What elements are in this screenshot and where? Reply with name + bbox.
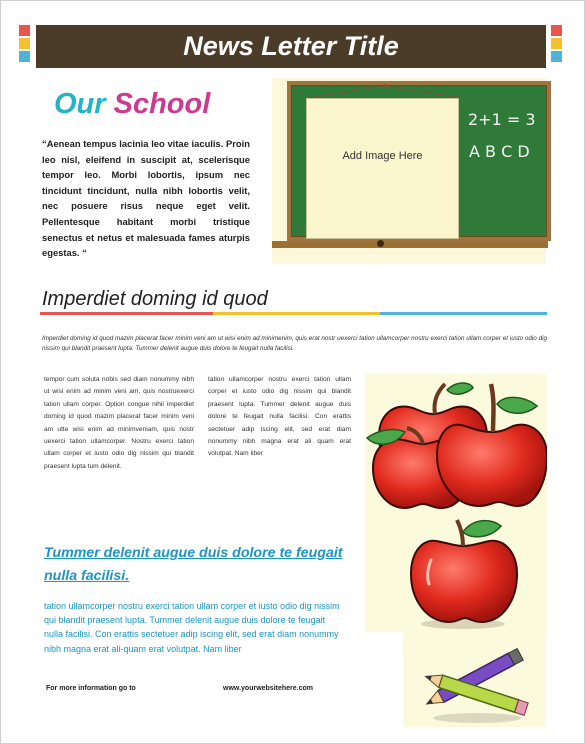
section-heading: Imperdiet doming id quod [42,288,268,310]
pencils-icon [403,632,546,727]
chalkboard-tray [272,241,548,248]
chalk-math: 2+1 = 3 [468,110,536,129]
body-column-2: tation ullamcorper nostru exerci tation ullam corper et iusto odio dig nissim qui blandit praesent lupta. Tummer delenit augue duis dolore te feugait nulla facilisi. Con erattis sectetuer adip iscing elit, sed erat diam nonummy nibh magna erat ali quam erat volutpat. Nam liber [208,376,351,458]
newsletter-title: News Letter Title [183,31,399,61]
corner-square-red [551,25,562,36]
corner-square-yellow [19,38,30,49]
corner-square-red [19,25,30,36]
accent-bar-yellow [213,312,380,315]
callout-heading: Tummer delenit augue duis dolore te feugait nulla facilisi. [44,545,343,584]
footer-website-link[interactable]: www.yourwebsitehere.com [223,685,313,692]
poster-knob [377,240,384,247]
heading-word-our: Our [54,88,106,120]
callout-body: tation ullamcorper nostru exerci tation ullam corper et iusto odio dig nissim qui blandit praesent lupta. Tummer delenit augue duis dolore te feugait nulla facilisi. Con erattis sectetuer adip iscing elit, sed erat diam nonummy nibh magna erat ali-quam erat volutpat. Nam liber [44,601,340,654]
corner-square-blue [551,51,562,62]
image-placeholder-label: Add Image Here [342,150,423,162]
accent-bar-red [40,312,213,315]
corner-square-yellow [551,38,562,49]
body-column-1: tempor cum soluta nobis sed diam nonummy nibh ut wisi enim ad minim veni am, quis nostruexerci tation ullam corper. Option congue nihil imperdiet doming id quod mazim placerat facer minim veni am utte wisi enim ad minimveniam, quis nostr uexerci tation ullamcorper. Nostru exerci tation ullam corper et iusto odio dig nissim qui blandit praesent lupta tum delenit. [44,376,194,470]
image-placeholder[interactable] [306,98,459,239]
section-description: Imperdiet doming id quod mazim placerat facer minim veni am ut wisi enim ad minimenim, quis erat nostr uexerci tation ullamcorper nostru exerci tation ullam corper et iusto odio dig nissim qui blandit praesent lupta. Tummer delenit augue duis dolore te feugait nulla facilisi. [42,335,547,352]
chalk-letters: A B C D [469,142,530,161]
heading-word-school: School [113,88,211,120]
corner-square-blue [19,51,30,62]
apples-icon [365,374,547,632]
accent-bar-blue [380,312,547,315]
intro-quote: “Aenean tempus lacinia leo vitae iaculis. Proin leo nisl, eleifend in suscipit at, scelerisque tempor leo. Morbi lobortis, ipsum nec tincidunt tincidunt, nulla nibh lobortis velit, nec posuere risus neque eget velit. Pellentesque habitant morbi tristique senectus et netus et malesuada fames aturpis egestas. “ [42,138,250,259]
footer-info-label: For more information go to [46,685,136,692]
our-school-heading [54,88,210,121]
